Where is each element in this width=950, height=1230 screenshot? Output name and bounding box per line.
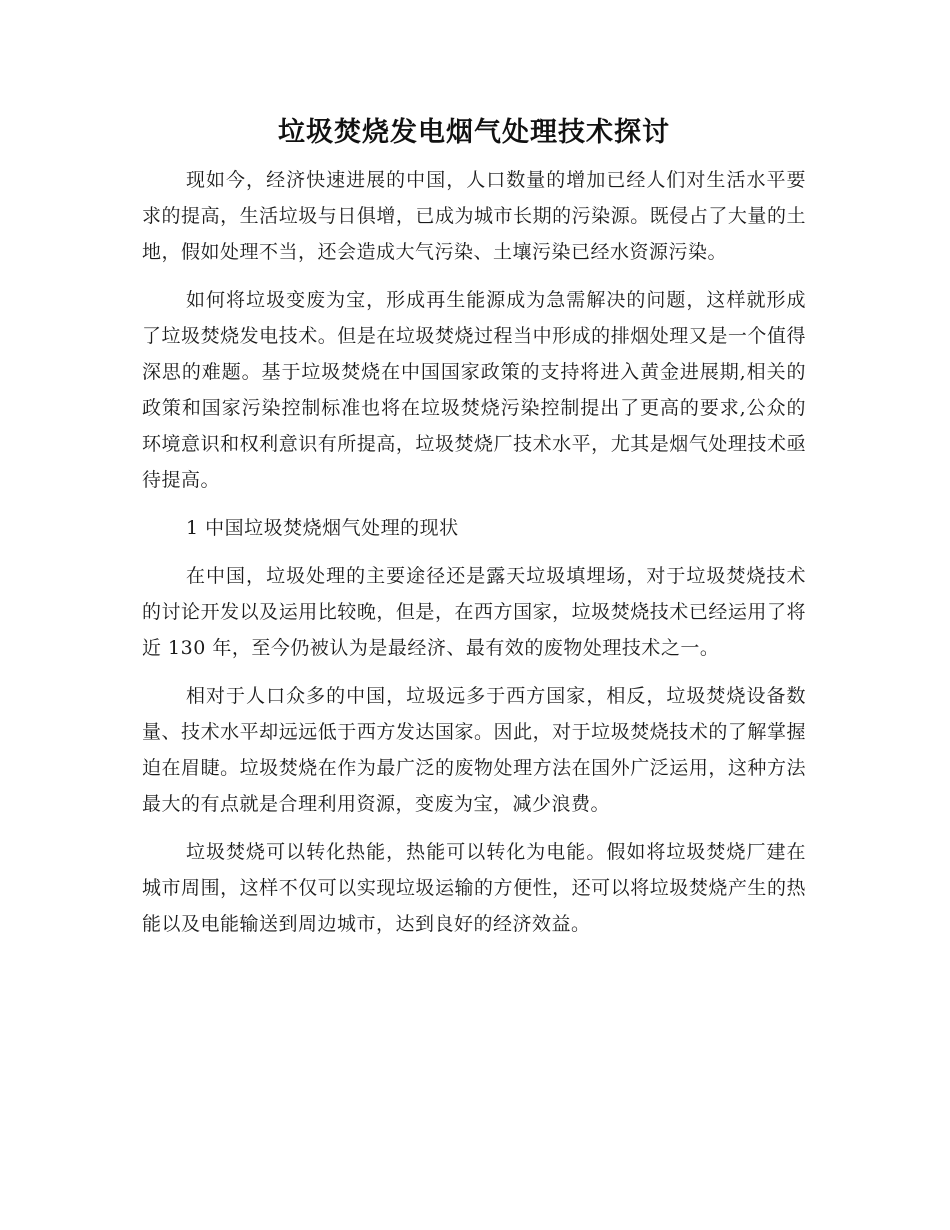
paragraph-current-status: 在中国，垃圾处理的主要途径还是露天垃圾填埋场，对于垃圾焚烧技术的讨论开发以及运用比较晚，但是，在西方国家，垃圾焚烧技术已经运用了将近 130 年，至今仍被认为是最经济、最有效的废物处理技术之一。 [142, 565, 806, 659]
paragraph-technology: 如何将垃圾变废为宝，形成再生能源成为急需解决的问题，这样就形成了垃圾焚烧发电技术。但是在垃圾焚烧过程当中形成的排烟处理又是一个值得深思的难题。基于垃圾焚烧在中国国家政策的支持将进入黄金进展期,相关的政策和国家污染控制标准也将在垃圾焚烧污染控制提出了更高的要求,公众的环境意识和权利意识有所提高，垃圾焚烧厂技术水平，尤其是烟气处理技术亟待提高。 [142, 289, 806, 491]
paragraph-energy: 垃圾焚烧可以转化热能，热能可以转化为电能。假如将垃圾焚烧厂建在城市周围，这样不仅可以实现垃圾运输的方便性，还可以将垃圾焚烧产生的热能以及电能输送到周边城市，达到良好的经济效益。 [142, 841, 806, 935]
paragraph-intro: 现如今，经济快速进展的中国，人口数量的增加已经人们对生活水平要求的提高，生活垃圾与日俱增，已成为城市长期的污染源。既侵占了大量的土地，假如处理不当，还会造成大气污染、土壤污染已经水资源污染。 [142, 169, 806, 263]
paragraph-comparison: 相对于人口众多的中国，垃圾远多于西方国家，相反，垃圾焚烧设备数量、技术水平却远远低于西方发达国家。因此，对于垃圾焚烧技术的了解掌握迫在眉睫。垃圾焚烧在作为最广泛的废物处理方法在国外广泛运用，这种方法最大的有点就是合理利用资源，变废为宝，减少浪费。 [142, 685, 806, 815]
section-heading: 1 中国垃圾焚烧烟气处理的现状 [186, 517, 459, 539]
document-title: 垃圾焚烧发电烟气处理技术探讨 [278, 117, 670, 148]
document-body [142, 110, 806, 954]
